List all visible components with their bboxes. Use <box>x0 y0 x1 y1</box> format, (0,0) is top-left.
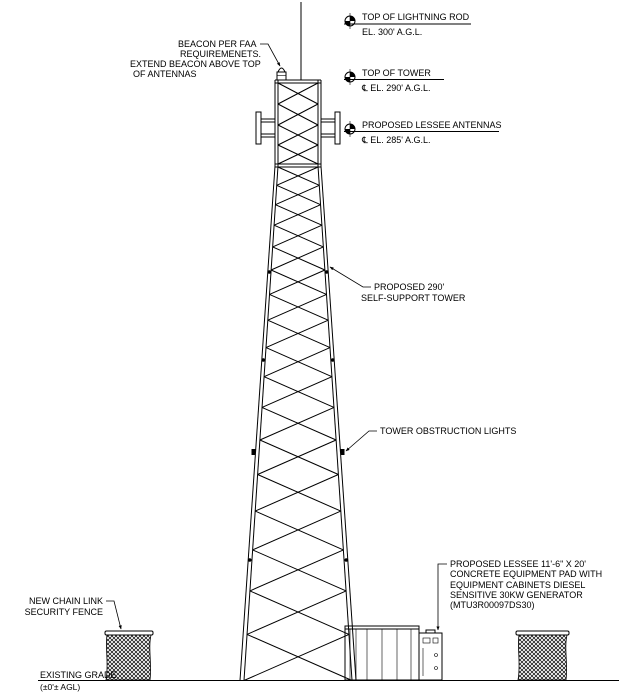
antenna-panel-left <box>256 112 261 144</box>
beacon-note-line: BEACON PER FAA <box>178 39 257 49</box>
equipment-note-line: CONCRETE EQUIPMENT PAD WITH <box>450 569 603 579</box>
equipment-cabinets <box>345 626 419 680</box>
obstruction-light-icon <box>341 449 345 455</box>
chain-link-fence-right <box>516 631 569 680</box>
beacon-note-line: REQUIREMENETS. <box>180 49 262 59</box>
tower-panel-node <box>331 358 335 362</box>
generator-exhaust <box>426 630 435 633</box>
tower-panel-node <box>248 558 252 562</box>
diesel-generator <box>419 630 442 680</box>
equipment-note-line: PROPOSED LESSEE 11'-6" X 20' <box>450 559 587 569</box>
equipment-note-line: EQUIPMENT CABINETS DIESEL <box>450 580 586 590</box>
tower-note-line: PROPOSED 290' <box>374 282 445 292</box>
elevation-title-antennas: PROPOSED LESSEE ANTENNAS <box>362 120 502 130</box>
generator-enclosure <box>419 633 442 680</box>
beacon-note-line: EXTEND BEACON ABOVE TOP <box>130 59 261 69</box>
tower-panel-node <box>262 358 266 362</box>
fence-top-rail <box>105 631 153 635</box>
equipment-note-line: (MTU3R00097DS30) <box>450 600 535 610</box>
elevation-value-top-of-tower: ℄ EL. 290' A.G.L. <box>362 83 431 93</box>
antenna-panel-right <box>335 112 340 144</box>
elevation-title-top-of-tower: TOP OF TOWER <box>362 68 431 78</box>
elevation-value-lightning-rod: EL. 300' A.G.L. <box>362 27 423 37</box>
elevation-title-lightning-rod: TOP OF LIGHTNING ROD <box>362 12 470 22</box>
lights-note: TOWER OBSTRUCTION LIGHTS <box>380 426 517 436</box>
tower-panel-node <box>268 270 272 274</box>
fence-note-line: NEW CHAIN LINK <box>28 596 103 606</box>
grade-note-line: EXISTING GRADE <box>40 670 117 680</box>
beacon-note-line: OF ANTENNAS <box>133 69 197 79</box>
tower-panel-node <box>345 558 349 562</box>
tower-note-line: SELF-SUPPORT TOWER <box>361 293 466 303</box>
fence-note-line: SECURITY FENCE <box>24 607 103 617</box>
beacon-housing <box>277 72 286 80</box>
equipment-note-line: SENSITIVE 30KW GENERATOR <box>450 590 583 600</box>
obstruction-light-icon <box>252 449 256 455</box>
fence-top-rail <box>516 631 569 635</box>
tower-panel-node <box>325 270 329 274</box>
grade-note-line: (±0'± AGL) <box>40 682 81 692</box>
elevation-value-antennas: ℄ EL. 285' A.G.L. <box>362 135 431 145</box>
fence-mesh <box>518 635 567 680</box>
